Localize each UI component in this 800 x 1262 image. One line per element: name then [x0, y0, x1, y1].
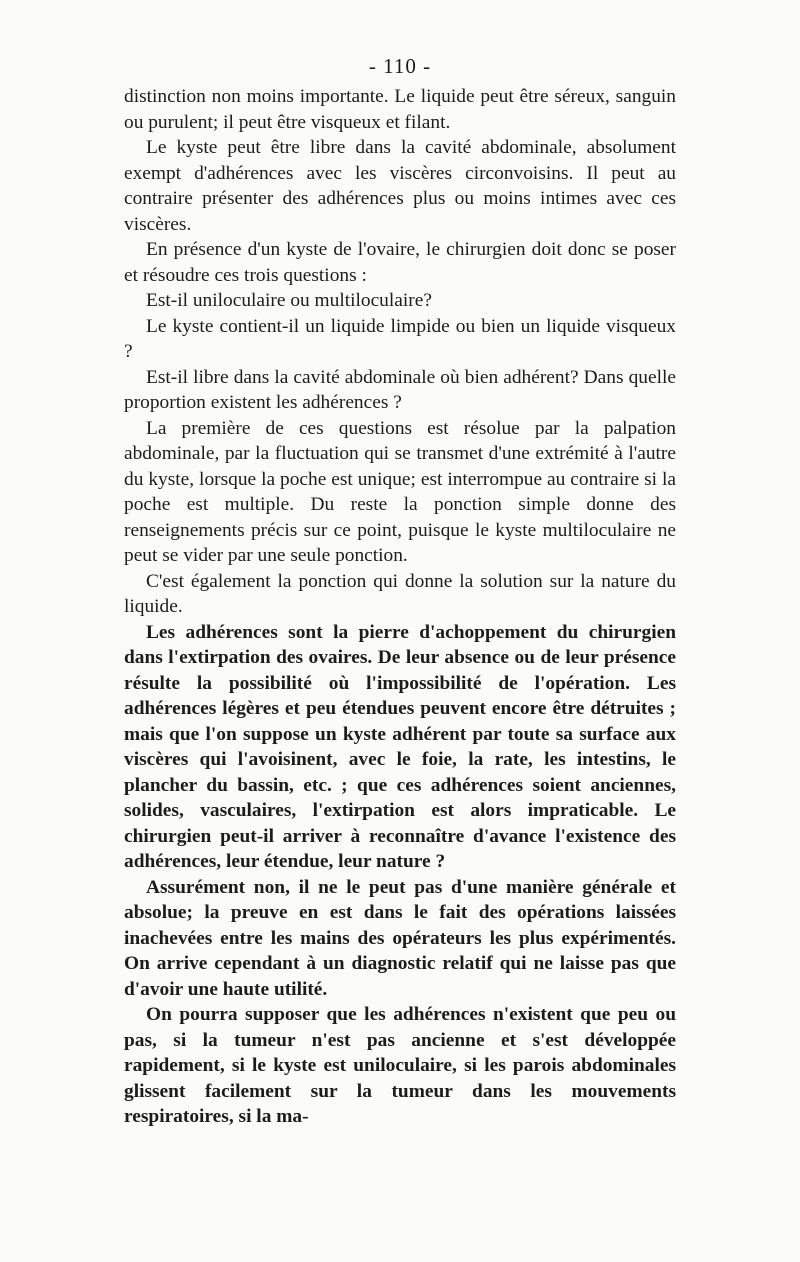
paragraph-7: La première de ces questions est résolue par la palpation abdominale, par la fluctuation qui se transmet d'une extrémité à l'autre du kyste, lorsque la poche est unique; est interrompue au contraire si la poche est multiple. Du reste la ponction simple donne des renseignements précis sur ce point, puisque le kyste multiloculaire ne peut se vider par une seule ponction. [124, 417, 676, 566]
body-text [124, 84, 676, 1130]
paragraph-1: distinction non moins importante. Le liquide peut être séreux, sanguin ou purulent; il peut être visqueux et filant. [124, 86, 676, 133]
paragraph-9: Les adhérences sont la pierre d'achoppement du chirurgien dans l'extirpation des ovaires. De leur absence ou de leur présence résulte la possibilité où l'impossibilité de l'opération. Les adhérences légères et peu étendues peuvent encore être détruites ; mais que l'on suppose un kyste adhérent par toute sa surface aux viscères qui l'avoisinent, avec le foie, la rate, les intestins, le plancher du bassin, etc. ; que ces adhérences soient anciennes, solides, vasculaires, l'extirpation est alors impraticable. Le chirurgien peut-il arriver à reconnaître d'avance l'existence des adhérences, leur étendue, leur nature ? [124, 621, 676, 872]
paragraph-10: Assurément non, il ne le peut pas d'une manière générale et absolue; la preuve en est dans le fait des opérations laissées inachevées entre les mains des opérateurs les plus expérimentés. On arrive cependant à un diagnostic relatif qui ne laisse pas que d'avoir une haute utilité. [124, 876, 676, 1000]
paragraph-3: En présence d'un kyste de l'ovaire, le chirurgien doit donc se poser et résoudre ces trois questions : [124, 239, 676, 286]
paragraph-6: Est-il libre dans la cavité abdominale où bien adhérent? Dans quelle proportion existent les adhérences ? [124, 366, 676, 413]
page-number: - 110 - [368, 54, 432, 78]
paragraph-2: Le kyste peut être libre dans la cavité abdominale, absolument exempt d'adhérences avec les viscères circonvoisins. Il peut au contraire présenter des adhérences plus ou moins intimes avec ces viscères. [124, 137, 676, 235]
paragraph-5: Le kyste contient-il un liquide limpide ou bien un liquide visqueux ? [124, 315, 676, 362]
paragraph-4: Est-il uniloculaire ou multiloculaire? [146, 290, 432, 311]
paragraph-8: C'est également la ponction qui donne la solution sur la nature du liquide. [124, 570, 676, 617]
paragraph-11: On pourra supposer que les adhérences n'existent que peu ou pas, si la tumeur n'est pas ancienne et s'est développée rapidement, si le kyste est uniloculaire, si les parois abdominales glissent facilement sur la tumeur dans les mouvements respiratoires, si la ma- [124, 1004, 676, 1127]
